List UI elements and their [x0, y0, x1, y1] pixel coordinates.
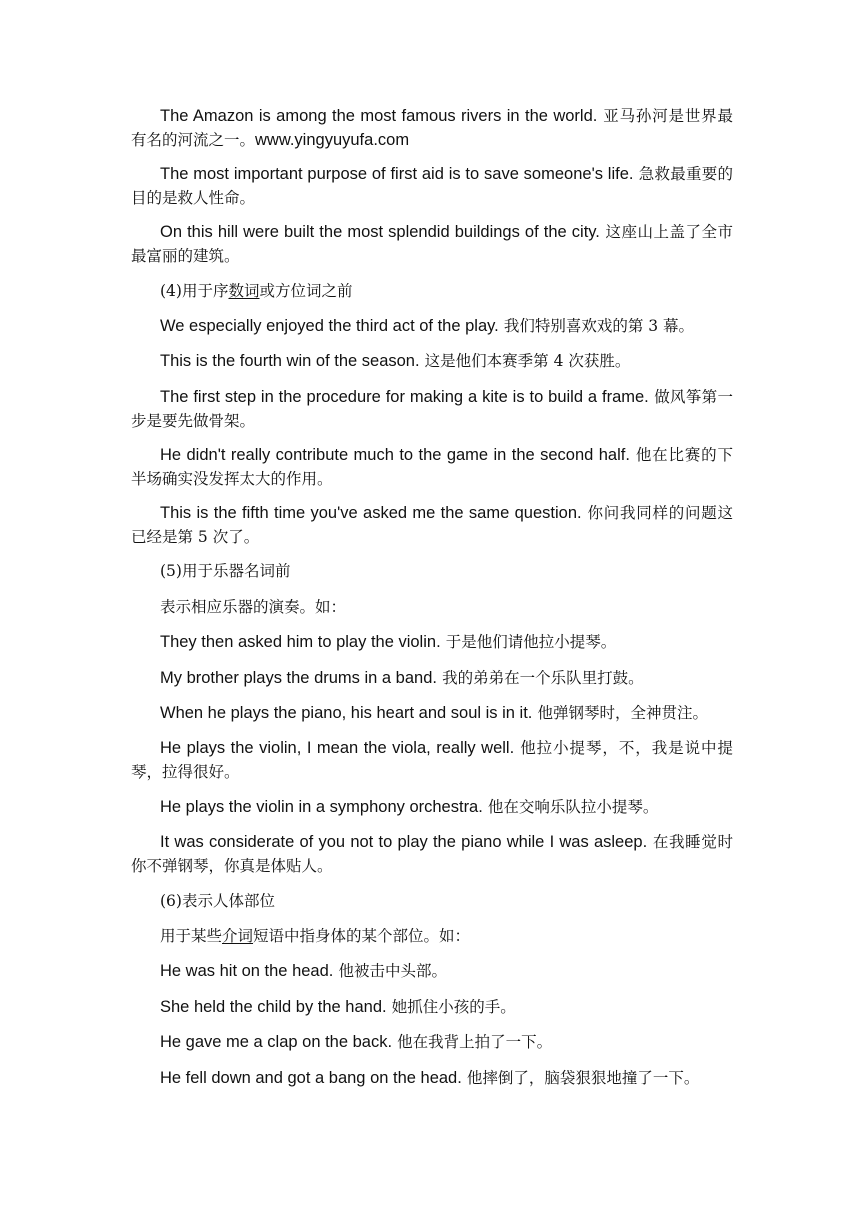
chinese-translation: 你问我同样的问题这已经是第 5 次了。: [131, 504, 733, 546]
english-text: When he plays the piano, his heart and soul is in it.: [160, 704, 533, 722]
website-watermark: www.yingyuyufa.com: [255, 131, 410, 149]
preposition-link[interactable]: 介词: [222, 927, 254, 945]
example-sentence: [131, 736, 733, 784]
english-text: They then asked him to play the violin.: [160, 633, 441, 651]
example-sentence: [131, 995, 733, 1019]
example-sentence: [131, 385, 733, 433]
english-text: We especially enjoyed the third act of the play.: [160, 317, 499, 335]
example-sentence: [131, 830, 733, 878]
chinese-translation: 他被击中头部。: [338, 962, 447, 980]
numeral-link[interactable]: 数词: [228, 282, 260, 300]
english-text: The first step in the procedure for making a kite is to build a frame.: [160, 388, 649, 406]
chinese-translation: 她抓住小孩的手。: [391, 998, 516, 1016]
english-text: My brother plays the drums in a band.: [160, 669, 437, 687]
example-sentence: [131, 1066, 733, 1090]
english-text: The most important purpose of first aid is to save someone's life.: [160, 165, 634, 183]
chinese-translation: 在我睡觉时你不弹钢琴，你真是体贴人。: [131, 833, 733, 875]
example-sentence: [131, 701, 733, 725]
example-sentence: [131, 959, 733, 983]
english-text: This is the fifth time you've asked me the same question.: [160, 504, 582, 522]
english-text: He gave me a clap on the back.: [160, 1033, 393, 1051]
example-sentence: [131, 162, 733, 210]
chinese-translation: 亚马孙河是世界最有名的河流之一。: [131, 107, 733, 149]
english-text: This is the fourth win of the season.: [160, 352, 420, 370]
english-text: He fell down and got a bang on the head.: [160, 1069, 462, 1087]
chinese-translation: 急救最重要的目的是救人性命。: [131, 165, 733, 207]
example-sentence: [131, 501, 733, 549]
chinese-translation: 我的弟弟在一个乐队里打鼓。: [442, 669, 644, 687]
example-sentence: [131, 220, 733, 268]
chinese-translation: 他拉小提琴，不，我是说中提琴，拉得很好。: [131, 739, 733, 781]
section-description: 表示相应乐器的演奏。如：: [160, 598, 347, 616]
chinese-translation: 他弹钢琴时，全神贯注。: [537, 704, 708, 722]
english-text: He didn't really contribute much to the game in the second half.: [160, 446, 630, 464]
chinese-translation: 他在交响乐队拉小提琴。: [487, 798, 659, 816]
example-sentence: [131, 795, 733, 819]
english-text: He plays the violin, I mean the viola, really well.: [160, 739, 515, 757]
section-heading: (4)用于序数词或方位词之前: [160, 282, 353, 300]
chinese-translation: 他在我背上拍了一下。: [397, 1033, 553, 1051]
example-sentence: [131, 666, 733, 690]
section-heading: (6)表示人体部位: [160, 892, 275, 910]
example-sentence: [131, 630, 733, 654]
english-text: It was considerate of you not to play the piano while I was asleep.: [160, 833, 648, 851]
section-heading: (5)用于乐器名词前: [160, 562, 291, 580]
english-text: The Amazon is among the most famous rivers in the world.: [160, 107, 598, 125]
english-text: She held the child by the hand.: [160, 998, 387, 1016]
chinese-translation: 这是他们本赛季第 4 次获胜。: [424, 352, 631, 370]
chinese-translation: 做风筝第一步是要先做骨架。: [131, 388, 733, 430]
chinese-translation: 他摔倒了，脑袋狠狠地撞了一下。: [466, 1069, 700, 1087]
example-sentence: [131, 1030, 733, 1054]
example-sentence: [131, 443, 733, 491]
section-description: 用于某些介词短语中指身体的某个部位。如：: [160, 927, 471, 945]
english-text: He plays the violin in a symphony orchestra.: [160, 798, 483, 816]
english-text: On this hill were built the most splendid buildings of the city.: [160, 223, 600, 241]
example-sentence: [131, 104, 733, 152]
chinese-translation: 我们特别喜欢戏的第 3 幕。: [503, 317, 695, 335]
chinese-translation: 于是他们请他拉小提琴。: [445, 633, 617, 651]
chinese-translation: 他在比赛的下半场确实没发挥太大的作用。: [131, 446, 733, 488]
example-sentence: [131, 349, 733, 373]
chinese-translation: 这座山上盖了全市最富丽的建筑。: [131, 223, 733, 265]
example-sentence: [131, 314, 733, 338]
english-text: He was hit on the head.: [160, 962, 334, 980]
